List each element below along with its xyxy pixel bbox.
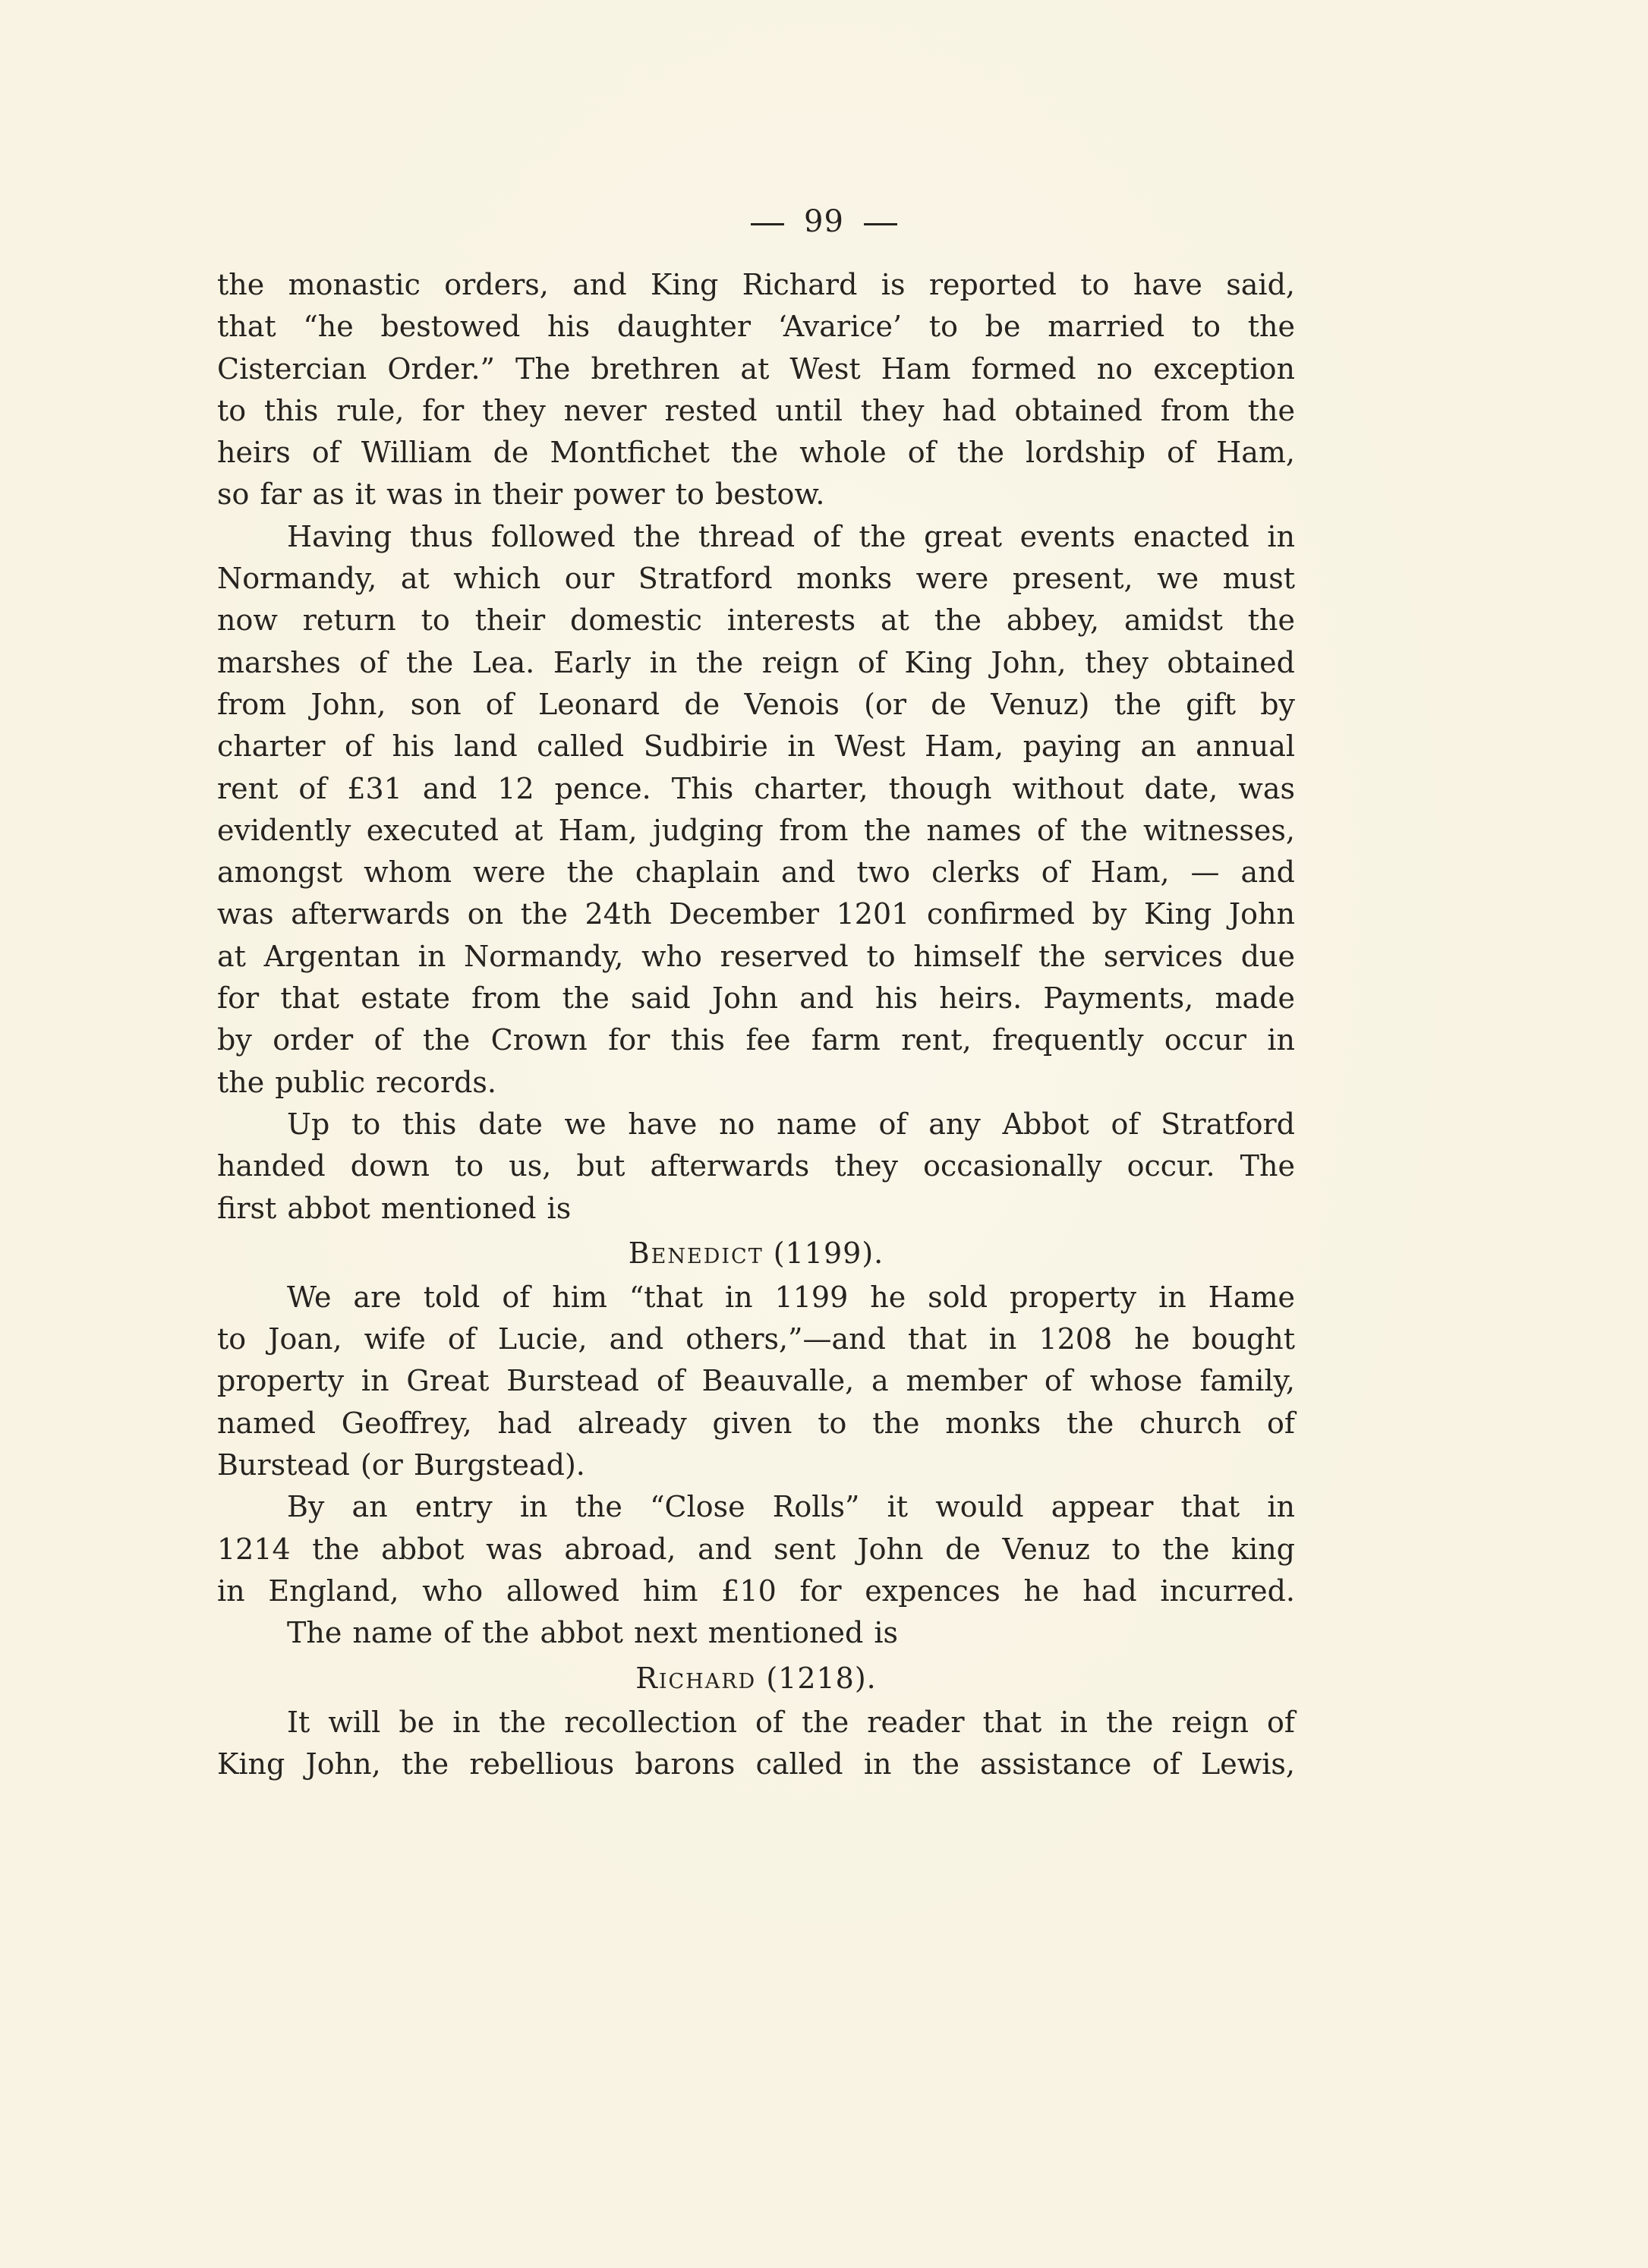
- page-number-dash-right: [864, 223, 897, 225]
- text-line: 1214 the abbot was abroad, and sent John de Venuz to the king: [217, 1532, 1295, 1566]
- paragraph: [217, 516, 1295, 1104]
- text-line: rent of £31 and 12 pence. This charter, though without date, was: [217, 771, 1295, 805]
- paragraph: [217, 1486, 1295, 1612]
- text-line: marshes of the Lea. Early in the reign of King John, they obtained: [217, 645, 1295, 679]
- page-number: [0, 199, 1648, 244]
- text-line: at Argentan in Normandy, who reserved to himself the services due: [217, 939, 1295, 973]
- text-line: It will be in the recollection of the reader that in the reign of: [287, 1705, 1295, 1739]
- heading-name: Richard: [635, 1661, 757, 1695]
- text-line: Cistercian Order.” The brethren at West Ham formed no exception: [217, 351, 1295, 386]
- text-line: in England, who allowed him £10 for expences he had incurred.: [217, 1573, 1295, 1608]
- text-line: property in Great Burstead of Beauvalle, a member of whose family,: [217, 1364, 1295, 1398]
- text-line: by order of the Crown for this fee farm rent, frequently occur in: [217, 1023, 1295, 1057]
- heading-date: (1218).: [766, 1661, 877, 1695]
- text-line: Burstead (or Burgstead).: [217, 1448, 585, 1482]
- text-line: amongst whom were the chaplain and two clerks of Ham, — and: [217, 855, 1295, 890]
- text-line: the monastic orders, and King Richard is reported to have said,: [217, 268, 1295, 301]
- section-heading-richard: [217, 1655, 1295, 1702]
- body-text: [217, 264, 1295, 1785]
- text-line: Up to this date we have no name of any Abbot of Stratford: [287, 1107, 1295, 1141]
- text-line: from John, son of Leonard de Venois (or de Venuz) the gift by: [217, 687, 1295, 721]
- text-line: to this rule, for they never rested until they had obtained from the: [217, 393, 1295, 427]
- text-line: now return to their domestic interests at the abbey, amidst the: [217, 603, 1295, 638]
- text-line: for that estate from the said John and his heirs. Payments, made: [217, 981, 1295, 1016]
- text-line: heirs of William de Montfichet the whole of the lordship of Ham,: [217, 436, 1295, 470]
- heading-name: Benedict: [628, 1236, 764, 1270]
- text-line: We are told of him “that in 1199 he sold property in Hame: [287, 1280, 1295, 1314]
- text-line: The name of the abbot next mentioned is: [287, 1616, 899, 1650]
- text-line: first abbot mentioned is: [217, 1191, 572, 1225]
- text-line: handed down to us, but afterwards they occasionally occur. The: [217, 1149, 1295, 1183]
- page-number-dash-left: [751, 223, 784, 225]
- text-line: By an entry in the “Close Rolls” it would appear that in: [287, 1490, 1295, 1524]
- text-line: so far as it was in their power to bestow.: [217, 477, 825, 512]
- section-heading-benedict: [217, 1230, 1295, 1277]
- text-line: was afterwards on the 24th December 1201 confirmed by King John: [217, 897, 1295, 931]
- paragraph: [217, 1702, 1295, 1786]
- text-line: named Geoffrey, had already given to the monks the church of: [217, 1406, 1295, 1440]
- heading-date: (1199).: [773, 1236, 884, 1270]
- paragraph: [217, 1104, 1295, 1230]
- text-line: to Joan, wife of Lucie, and others,”—and that in 1208 he bought: [217, 1322, 1295, 1356]
- text-line: the public records.: [217, 1065, 496, 1099]
- text-line: charter of his land called Sudbirie in West Ham, paying an annual: [217, 729, 1295, 764]
- text-line: that “he bestowed his daughter ‘Avarice’ to be married to the: [217, 310, 1295, 344]
- text-line: evidently executed at Ham, judging from the names of the witnesses,: [217, 813, 1295, 847]
- text-line: Normandy, at which our Stratford monks were present, we must: [217, 562, 1295, 596]
- paragraph: [217, 1277, 1295, 1486]
- text-line: Having thus followed the thread of the great events enacted in: [287, 519, 1295, 553]
- page-number-text: 99: [804, 204, 844, 239]
- text-line: King John, the rebellious barons called in the assistance of Lewis,: [217, 1747, 1295, 1781]
- paragraph: [217, 1612, 1295, 1654]
- paragraph: [217, 264, 1295, 516]
